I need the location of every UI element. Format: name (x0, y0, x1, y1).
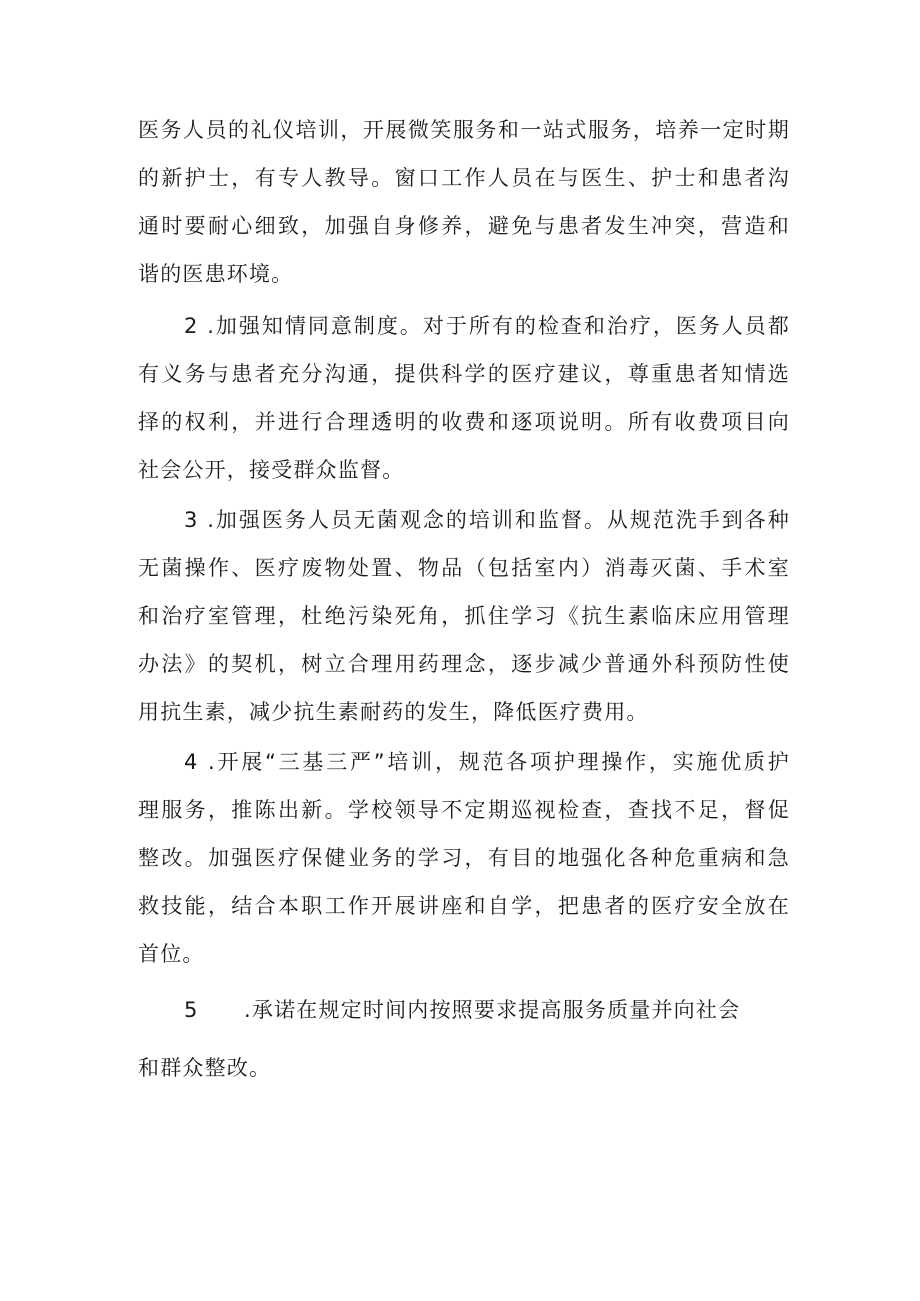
text-line: 理服务，推陈出新。学校领导不定期巡视检查，查找不足，督促 (138, 798, 790, 822)
text-line: 和群众整改。 (138, 1056, 272, 1080)
text-line: 谐的医患环境。 (138, 262, 294, 286)
text-line: 救技能，结合本职工作开展讲座和自学，把患者的医疗安全放在 (138, 894, 790, 918)
text-line: 首位。 (138, 942, 205, 966)
paragraph-informed-consent (138, 302, 790, 494)
paragraph-commitment (138, 986, 790, 1092)
text-line: 医务人员的礼仪培训，开展微笑服务和一站式服务，培养一定时期 (138, 118, 790, 142)
paragraph-aseptic-training (138, 496, 790, 736)
text-line: 社会公开，接受群众监督。 (138, 458, 405, 482)
text-line: 整改。加强医疗保健业务的学习，有目的地强化各种危重病和急 (138, 846, 790, 870)
text-line-content: .承诺在规定时间内按照要求提高服务质量并向社会 (244, 998, 741, 1022)
text-line: 通时要耐心细致，加强自身修养，避免与患者发生冲突，营造和 (138, 214, 790, 238)
text-line: 办法》的契机，树立合理用药理念，逐步减少普通外科预防性使 (138, 652, 790, 676)
text-line: 的新护士，有专人教导。窗口工作人员在与医生、护士和患者沟 (138, 166, 790, 190)
paragraph-etiquette-training (138, 106, 790, 298)
paragraph-three-basics (138, 738, 790, 978)
text-line: 4 .开展“三基三严”培训，规范各项护理操作，实施优质护 (184, 750, 790, 774)
text-line: 无菌操作、医疗废物处置、物品（包括室内）消毒灭菌、手术室 (138, 556, 790, 580)
text-line: 择的权利，并进行合理透明的收费和逐项说明。所有收费项目向 (138, 410, 790, 434)
text-line (138, 986, 790, 1034)
item-number: 5 (184, 998, 199, 1022)
text-line: 用抗生素，减少抗生素耐药的发生，降低医疗费用。 (138, 700, 649, 724)
text-line: 3 .加强医务人员无菌观念的培训和监督。从规范洗手到各种 (184, 508, 790, 532)
text-line: 有义务与患者充分沟通，提供科学的医疗建议，尊重患者知情选 (138, 362, 790, 386)
text-line: 和治疗室管理，杜绝污染死角，抓住学习《抗生素临床应用管理 (138, 604, 790, 628)
text-line: 2 .加强知情同意制度。对于所有的检查和治疗，医务人员都 (184, 314, 790, 338)
